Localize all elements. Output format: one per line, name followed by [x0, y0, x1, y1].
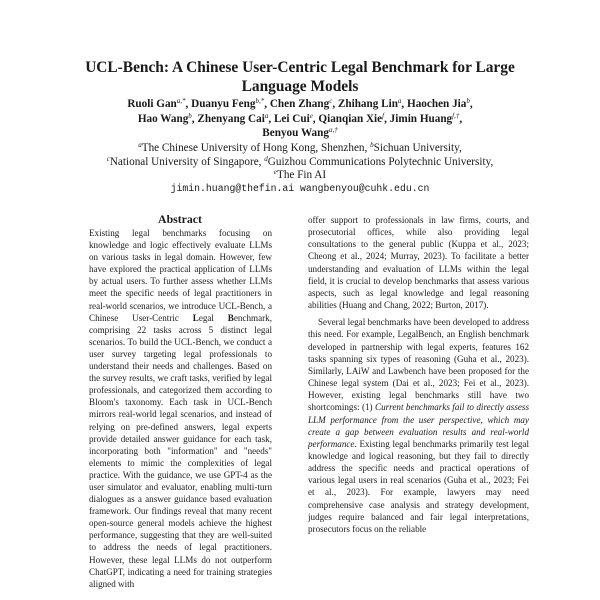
introduction-column	[308, 214, 529, 600]
abstract-body: Existing legal benchmarks focusing on knowledge and logic effectively evaluate LLMs on various tasks in legal domain. However, few have explored the practical application of LLMs by actual users. To further assess whether LLMs meet the specific needs of legal practitioners in real-world scenarios, we introduce UCL-Bench, a Chinese User-Centric Legal Benchmark, comprising 22 tasks across 5 distinct legal scenarios. To build the UCL-Bench, we conduct a user survey targeting legal professionals to understand their needs and challenges. Based on the survey results, we craft tasks, verified by legal professionals, and categorized them according to Bloom's taxonomy. Each task in UCL-Bench mirrors real-world legal scenarios, and instead of relying on pre-defined answers, legal experts provide detailed answer guidance for each task, incorporating both "information" and "needs" elements to mimic the complexities of legal practice. With the guidance, we use GPT-4 as the user simulator and evaluator, enabling multi-turn dialogues as a answer guidance based evaluation framework. Our findings reveal that many recent open-source general models achieve the highest performance, suggesting that they are well-suited to address the needs of legal practitioners. However, these legal LLMs do not outperform ChatGPT, indicating a need for training strategies aligned with	[89, 228, 272, 589]
author: Zhihang Lin$^a$	[337, 97, 402, 110]
author: Qianqian Xie$^f$	[318, 111, 385, 125]
affiliation: The Fin AI	[277, 169, 327, 182]
affiliation: The Chinese University of Hong Kong, Shenzhen,	[141, 142, 368, 154]
author: Ruoli Gan$^{a,*}$	[127, 97, 186, 110]
affiliation: Guizhou Communications Polytechnic University,	[267, 155, 494, 168]
affiliation: National University of Singapore,	[109, 155, 262, 168]
author: Benyou Wang$^{a,\dagger}$	[262, 126, 338, 139]
author: Lei Cui$^e$	[273, 111, 313, 125]
author-list: Ruoli Gan$^{a,*}$, Duanyu Feng$^{b,*}$, Chen Zhang$^c$, Zhihang Lin$^a$, Haochen Jia$^b$, Hao Wang$^b$, Zhenyang Cai$^a$, Lei Cui$^e$, Qianqian Xie$^f$, Jimin Huang$^{f,\dagger}$, Benyou Wang$^{a,\dagger}$	[127, 97, 473, 139]
author: Duanyu Feng$^{b,*}$	[191, 97, 265, 110]
author: Haochen Jia$^b$	[407, 97, 470, 110]
author: Chen Zhang$^c$	[269, 97, 333, 110]
abstract-heading: Abstract	[158, 212, 202, 226]
contact-emails: jimin.huang@thefin.ai wangbenyou@cuhk.edu.cn	[170, 183, 430, 194]
affiliation-list: $^a$The Chinese University of Hong Kong, Shenzhen, $^b$Sichuan University, $^c$National University of Singapore, $^d$Guizhou Communications Polytechnic University, $^e$The Fin AI	[106, 141, 494, 182]
paragraph: Several legal benchmarks have been developed to address this need. For example, LegalBench, an English benchmark developed in partnership with legal experts, features 162 tasks spanning six types of reasoning (Guha et al., 2023). Similarly, LAiW and Lawbench have been proposed for the Chinese legal system (Dai et al., 2023; Fei et al., 2023). However, existing legal benchmarks still have two shortcomings: (1) Current benchmarks fail to directly assess LLM performance from the user perspective, which may create a gap between evaluation results and real-world performance. Existing legal benchmarks primarily test legal knowledge and logical reasoning, but they fail to directly address the specific needs and practical operations of various legal users in real scenarios (Guha et al., 2023; Fei et al., 2023). For example, lawyers may need comprehensive case analysis and strategy development, judges require balanced and fair legal interpretations, prosecutors focus on the reliable	[308, 317, 529, 534]
author: Jimin Huang$^{f,\dagger}$	[389, 111, 460, 125]
paper-title: UCL-Bench: A Chinese User-Centric Legal Benchmark for Large Language Models	[85, 59, 515, 95]
paragraph: offer support to professionals in law firms, courts, and prosecutorial offices, while also providing legal consultations to the general public (Kuppa et al., 2023; Cheong et al., 2024; Murray, 2023). To facilitate a better understanding and evaluation of LLMs within the legal field, it is crucial to develop benchmarks that assess various aspects, such as legal knowledge and legal reasoning abilities (Huang and Chang, 2022; Burton, 2017).	[308, 215, 529, 311]
author: Zhenyang Cai$^a$	[197, 111, 269, 125]
author: Hao Wang$^b$	[137, 111, 192, 125]
affiliation: Sichuan University,	[373, 142, 462, 154]
